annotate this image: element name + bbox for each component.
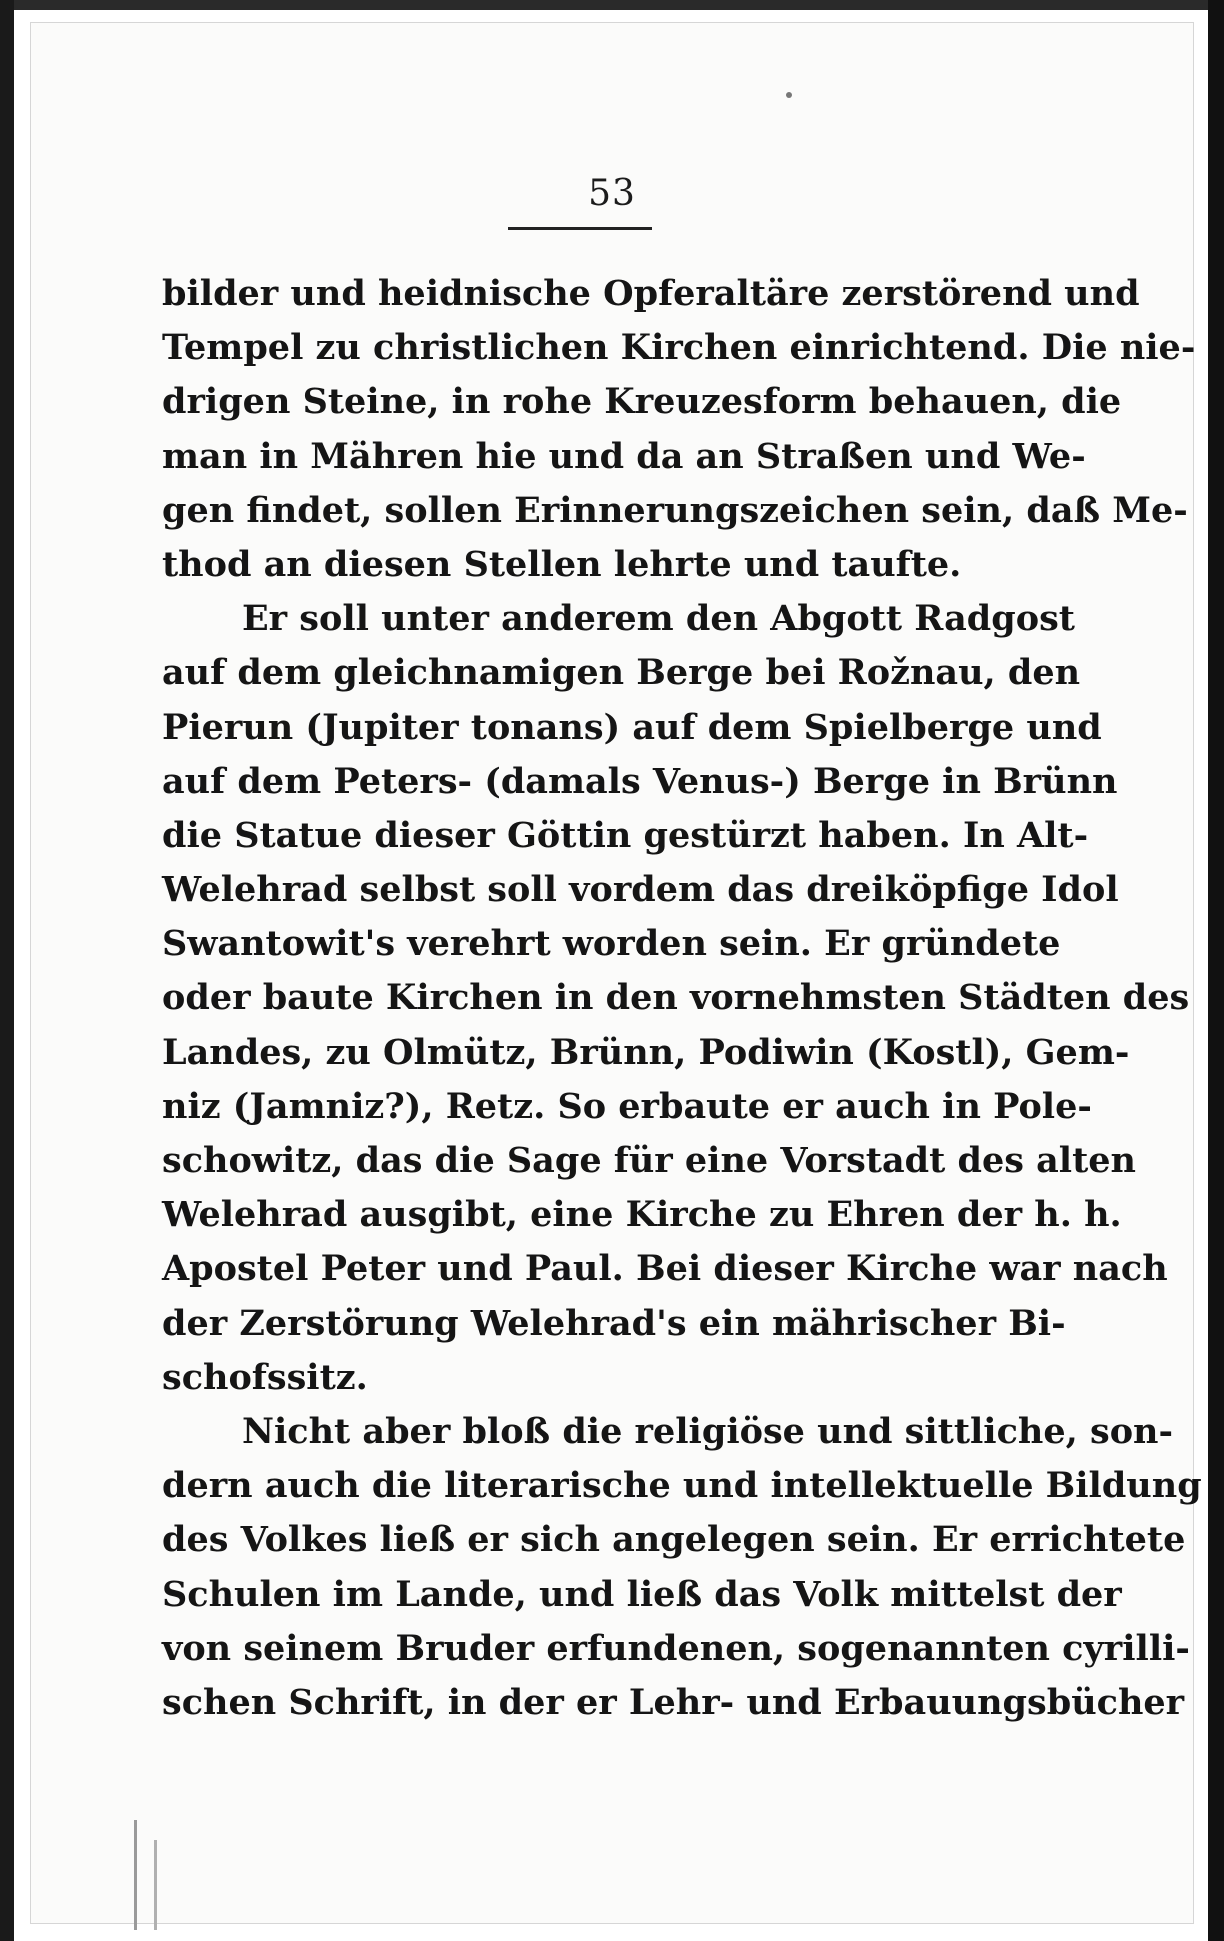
text-line: Schulen im Lande, und ließ das Volk mittelst der xyxy=(162,1573,1122,1615)
scan-artifact xyxy=(154,1840,157,1930)
text-line: von seinem Bruder erfundenen, sogenannten cyrilli- xyxy=(162,1627,1190,1669)
scan-edge-top xyxy=(0,0,1224,10)
text-line: Er soll unter anderem den Abgott Radgost xyxy=(242,598,1075,640)
text-line: schowitz, das die Sage für eine Vorstadt des alten xyxy=(162,1140,1136,1181)
text-line: schofssitz. xyxy=(162,1356,368,1398)
text-line: dern auch die literarische und intellektuelle Bildung xyxy=(162,1465,1202,1507)
scan-edge-left xyxy=(0,0,14,1941)
text-line: Tempel zu christlichen Kirchen einrichtend. Die nie- xyxy=(162,327,1196,369)
text-line: gen findet, sollen Erinnerungszeichen sein, daß Me- xyxy=(162,489,1188,531)
text-line: Landes, zu Olmütz, Brünn, Podiwin (Kostl), Gem- xyxy=(162,1031,1130,1073)
text-line: der Zerstörung Welehrad's ein mährischer Bi- xyxy=(162,1302,1066,1344)
scan-speck xyxy=(786,92,792,98)
text-line: Welehrad ausgibt, eine Kirche zu Ehren der h. h. xyxy=(162,1194,1122,1236)
text-line: Nicht aber bloß die religiöse und sittliche, son- xyxy=(242,1410,1174,1452)
text-line: bilder und heidnische Opferaltäre zerstörend und xyxy=(162,273,1140,314)
page-number: 53 xyxy=(588,173,636,214)
scan-edge-right xyxy=(1208,0,1224,1941)
text-line: niz (Jamniz?), Retz. So erbaute er auch in Pole- xyxy=(162,1085,1092,1127)
text-line: Swantowit's verehrt worden sein. Er gründete xyxy=(162,923,1061,965)
text-line: auf dem gleichnamigen Berge bei Rožnau, den xyxy=(162,652,1081,694)
paper-sheet xyxy=(30,22,1202,1924)
text-line: Pierun (Jupiter tonans) auf dem Spielberge und xyxy=(162,706,1102,748)
page-number-rule xyxy=(508,227,652,230)
text-line: des Volkes ließ er sich angelegen sein. Er errichtete xyxy=(162,1519,1186,1561)
text-line: Welehrad selbst soll vordem das dreiköpfige Idol xyxy=(162,869,1119,911)
text-line: auf dem Peters- (damals Venus-) Berge in Brünn xyxy=(162,760,1118,802)
body-text xyxy=(162,267,1202,1730)
text-line: thod an diesen Stellen lehrte und taufte. xyxy=(162,543,962,585)
text-line: die Statue dieser Göttin gestürzt haben. In Alt- xyxy=(162,814,1089,856)
text-line: man in Mähren hie und da an Straßen und We- xyxy=(162,435,1086,477)
scan-artifact xyxy=(134,1820,137,1930)
text-line: schen Schrift, in der er Lehr- und Erbauungsbücher xyxy=(162,1681,1185,1723)
text-line: Apostel Peter und Paul. Bei dieser Kirche war nach xyxy=(162,1248,1168,1290)
text-line: oder baute Kirchen in den vornehmsten Städten des xyxy=(162,977,1190,1019)
text-line: drigen Steine, in rohe Kreuzesform behauen, die xyxy=(162,381,1122,423)
